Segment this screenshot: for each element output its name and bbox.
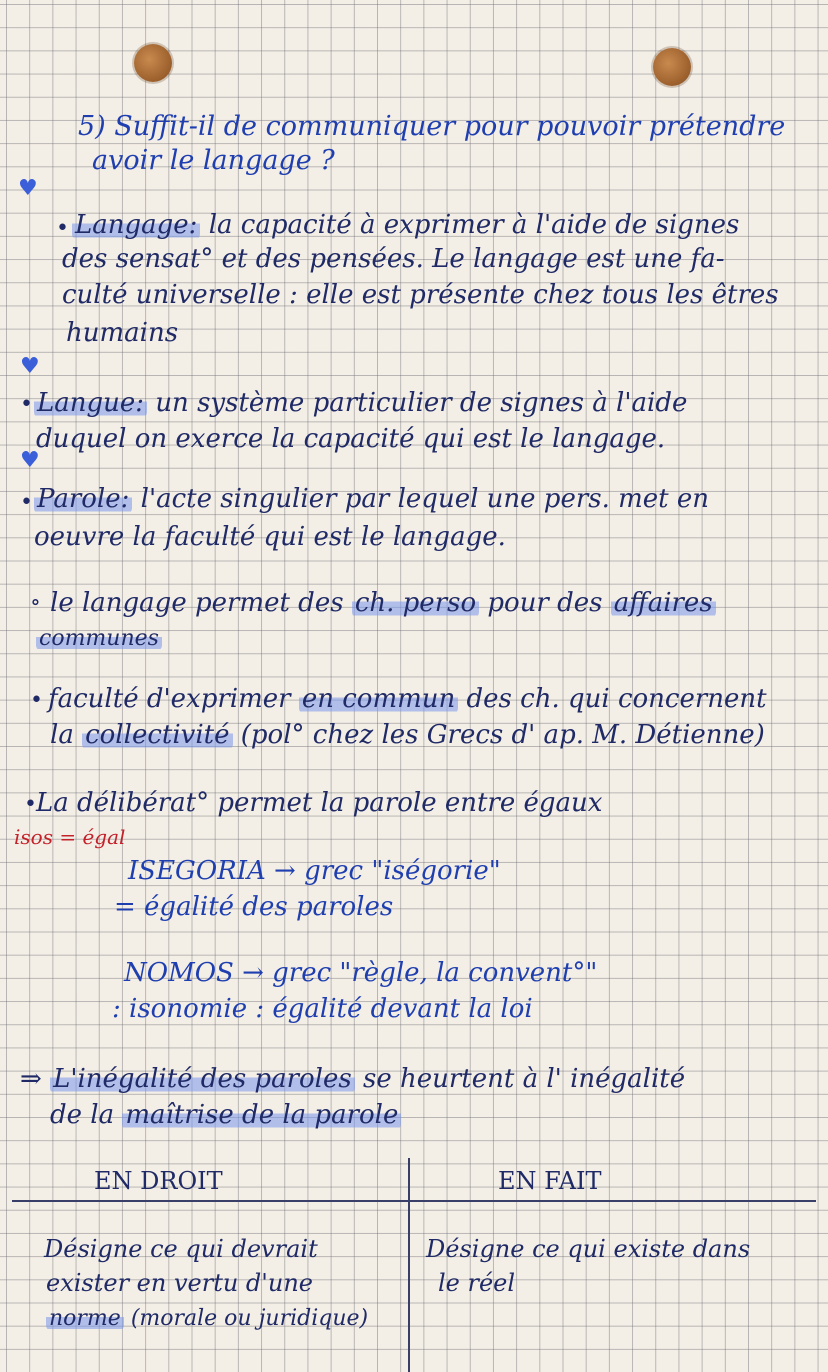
bullet-icon: • bbox=[56, 216, 69, 241]
faculte-part-c2: (pol° chez les Grecs d' ap. M. Détienne) bbox=[240, 720, 765, 750]
isos-note: isos = égal bbox=[14, 825, 126, 849]
en-droit-norme: norme bbox=[46, 1306, 124, 1331]
permet-communes: communes bbox=[36, 626, 162, 651]
langue-definition-1: un système particulier de signes à l'aide bbox=[155, 388, 688, 418]
bullet-icon: • bbox=[30, 688, 43, 713]
table-header-en-fait: EN FAIT bbox=[498, 1167, 602, 1195]
punch-hole-right bbox=[653, 48, 691, 86]
conclusion-part-de: de la bbox=[50, 1100, 115, 1130]
en-fait-line-1: Désigne ce qui existe dans bbox=[426, 1235, 751, 1263]
faculte-part-la: la bbox=[50, 720, 74, 750]
parole-definition-1: l'acte singulier par lequel une pers. met en bbox=[140, 484, 710, 514]
en-droit-line-2: exister en vertu d'une bbox=[46, 1269, 314, 1297]
hollow-bullet-icon: ∘ bbox=[30, 590, 41, 615]
table-column-divider bbox=[408, 1158, 410, 1372]
en-droit-line-1: Désigne ce qui devrait bbox=[44, 1235, 318, 1263]
permet-part-b: permet des bbox=[194, 588, 344, 618]
bullet-icon: • bbox=[20, 392, 33, 417]
faculte-collectivite: collectivité bbox=[82, 720, 232, 750]
langue-term: Langue: bbox=[34, 388, 147, 418]
permet-part-e: affaires bbox=[611, 588, 716, 618]
permet-line-1 bbox=[50, 588, 716, 618]
faculte-line-2 bbox=[50, 720, 765, 750]
conclusion-line-2 bbox=[50, 1100, 401, 1130]
en-fait-line-2: le réel bbox=[438, 1269, 516, 1297]
conclusion-line-1 bbox=[20, 1064, 685, 1094]
parole-line-1 bbox=[34, 484, 709, 514]
langage-line-3: culté universelle : elle est présente chez tous les êtres bbox=[62, 280, 779, 310]
permet-line-2 bbox=[36, 624, 162, 654]
langage-line-4: humains bbox=[66, 318, 179, 348]
implies-arrow-icon: ⇒ bbox=[20, 1064, 42, 1094]
permet-part-c: ch. perso bbox=[352, 588, 479, 618]
heart-icon: ♥ bbox=[20, 354, 40, 379]
permet-part-d: pour des bbox=[487, 588, 603, 618]
heart-icon: ♥ bbox=[18, 176, 38, 201]
langue-line-2: duquel on exerce la capacité qui est le langage. bbox=[36, 424, 666, 454]
langage-line-1 bbox=[72, 210, 739, 240]
parole-line-2: oeuvre la faculté qui est le langage. bbox=[34, 522, 506, 552]
langage-line-2: des sensat° et des pensées. Le langage est une fa- bbox=[62, 244, 725, 274]
faculte-part-c: en commun bbox=[299, 684, 458, 714]
title-line-2: avoir le langage ? bbox=[92, 145, 335, 176]
langage-term: Langage: bbox=[72, 210, 200, 240]
conclusion-highlight-2: maîtrise de la parole bbox=[122, 1100, 401, 1130]
table-header-divider bbox=[12, 1200, 816, 1202]
punch-hole-left bbox=[134, 44, 172, 82]
en-droit-line-3 bbox=[46, 1304, 368, 1334]
bullet-icon: • bbox=[24, 792, 37, 817]
faculte-part-a: faculté bbox=[48, 684, 139, 714]
conclusion-highlight-1: L'inégalité des paroles bbox=[50, 1064, 355, 1094]
isegoria-line-2: = égalité des paroles bbox=[114, 892, 394, 922]
langue-line-1 bbox=[34, 388, 687, 418]
langage-definition-1: la capacité à exprimer à l'aide de signes bbox=[208, 210, 740, 240]
faculte-line-1 bbox=[48, 684, 767, 714]
nomos-line-2: : isonomie : égalité devant la loi bbox=[112, 994, 533, 1024]
en-droit-morale: (morale ou juridique) bbox=[130, 1306, 369, 1331]
title-line-1: 5) Suffit-il de communiquer pour pouvoir prétendre bbox=[78, 111, 786, 142]
faculte-part-b: d'exprimer bbox=[146, 684, 291, 714]
conclusion-part-c: se heurtent à l' inégalité bbox=[362, 1064, 686, 1094]
isegoria-line-1: ISEGORIA → grec "iségorie" bbox=[128, 856, 501, 886]
parole-term: Parole: bbox=[34, 484, 132, 514]
faculte-part-d: des ch. qui concernent bbox=[466, 684, 767, 714]
deliberat-line-1: La délibérat° permet la parole entre égaux bbox=[36, 788, 603, 818]
heart-icon: ♥ bbox=[20, 448, 40, 473]
nomos-line-1: NOMOS → grec "règle, la convent°" bbox=[124, 958, 598, 988]
bullet-icon: • bbox=[20, 490, 33, 515]
permet-part-a: le langage bbox=[50, 588, 187, 618]
table-header-en-droit: EN DROIT bbox=[94, 1167, 223, 1195]
